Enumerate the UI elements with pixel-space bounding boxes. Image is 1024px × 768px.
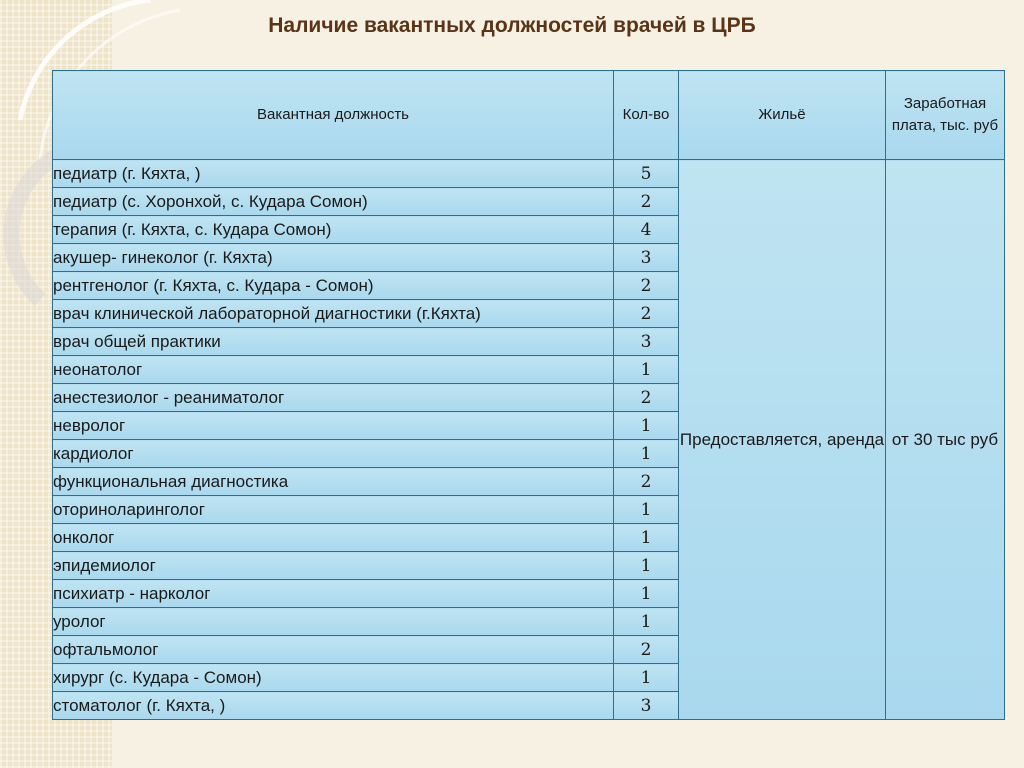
table-body	[53, 160, 1005, 720]
count-cell: 2	[614, 468, 679, 496]
position-cell: терапия (г. Кяхта, с. Кудара Сомон)	[53, 216, 614, 244]
count-cell: 1	[614, 356, 679, 384]
vacancies-table	[52, 70, 1005, 720]
count-cell: 1	[614, 496, 679, 524]
header-salary: Заработная плата, тыс. руб	[886, 71, 1005, 160]
position-cell: кардиолог	[53, 440, 614, 468]
position-cell: неонатолог	[53, 356, 614, 384]
position-cell: эпидемиолог	[53, 552, 614, 580]
count-cell: 4	[614, 216, 679, 244]
count-cell: 5	[614, 160, 679, 188]
position-cell: педиатр (г. Кяхта, )	[53, 160, 614, 188]
salary-cell: от 30 тыс руб	[886, 160, 1005, 720]
position-cell: анестезиолог - реаниматолог	[53, 384, 614, 412]
count-cell: 2	[614, 188, 679, 216]
count-cell: 1	[614, 664, 679, 692]
position-cell: уролог	[53, 608, 614, 636]
count-cell: 3	[614, 244, 679, 272]
count-cell: 1	[614, 440, 679, 468]
position-cell: врач клинической лабораторной диагностики (г.Кяхта)	[53, 300, 614, 328]
header-position: Вакантная должность	[53, 71, 614, 160]
count-cell: 2	[614, 636, 679, 664]
housing-cell: Предоставляется, аренда	[679, 160, 886, 720]
count-cell: 1	[614, 580, 679, 608]
position-cell: психиатр - нарколог	[53, 580, 614, 608]
position-cell: акушер- гинеколог (г. Кяхта)	[53, 244, 614, 272]
position-cell: офтальмолог	[53, 636, 614, 664]
position-cell: рентгенолог (г. Кяхта, с. Кудара - Сомон)	[53, 272, 614, 300]
count-cell: 2	[614, 384, 679, 412]
count-cell: 1	[614, 524, 679, 552]
table-row	[53, 160, 1005, 188]
count-cell: 2	[614, 272, 679, 300]
count-cell: 3	[614, 692, 679, 720]
position-cell: функциональная диагностика	[53, 468, 614, 496]
header-housing: Жильё	[679, 71, 886, 160]
count-cell: 3	[614, 328, 679, 356]
position-cell: оториноларинголог	[53, 496, 614, 524]
position-cell: стоматолог (г. Кяхта, )	[53, 692, 614, 720]
header-row	[53, 71, 1005, 160]
position-cell: хирург (с. Кудара - Сомон)	[53, 664, 614, 692]
count-cell: 1	[614, 552, 679, 580]
count-cell: 1	[614, 608, 679, 636]
header-count: Кол-во	[614, 71, 679, 160]
page-title: Наличие вакантных должностей врачей в ЦРБ	[268, 14, 756, 37]
position-cell: невролог	[53, 412, 614, 440]
count-cell: 1	[614, 412, 679, 440]
position-cell: врач общей практики	[53, 328, 614, 356]
count-cell: 2	[614, 300, 679, 328]
position-cell: онколог	[53, 524, 614, 552]
position-cell: педиатр (с. Хоронхой, с. Кудара Сомон)	[53, 188, 614, 216]
